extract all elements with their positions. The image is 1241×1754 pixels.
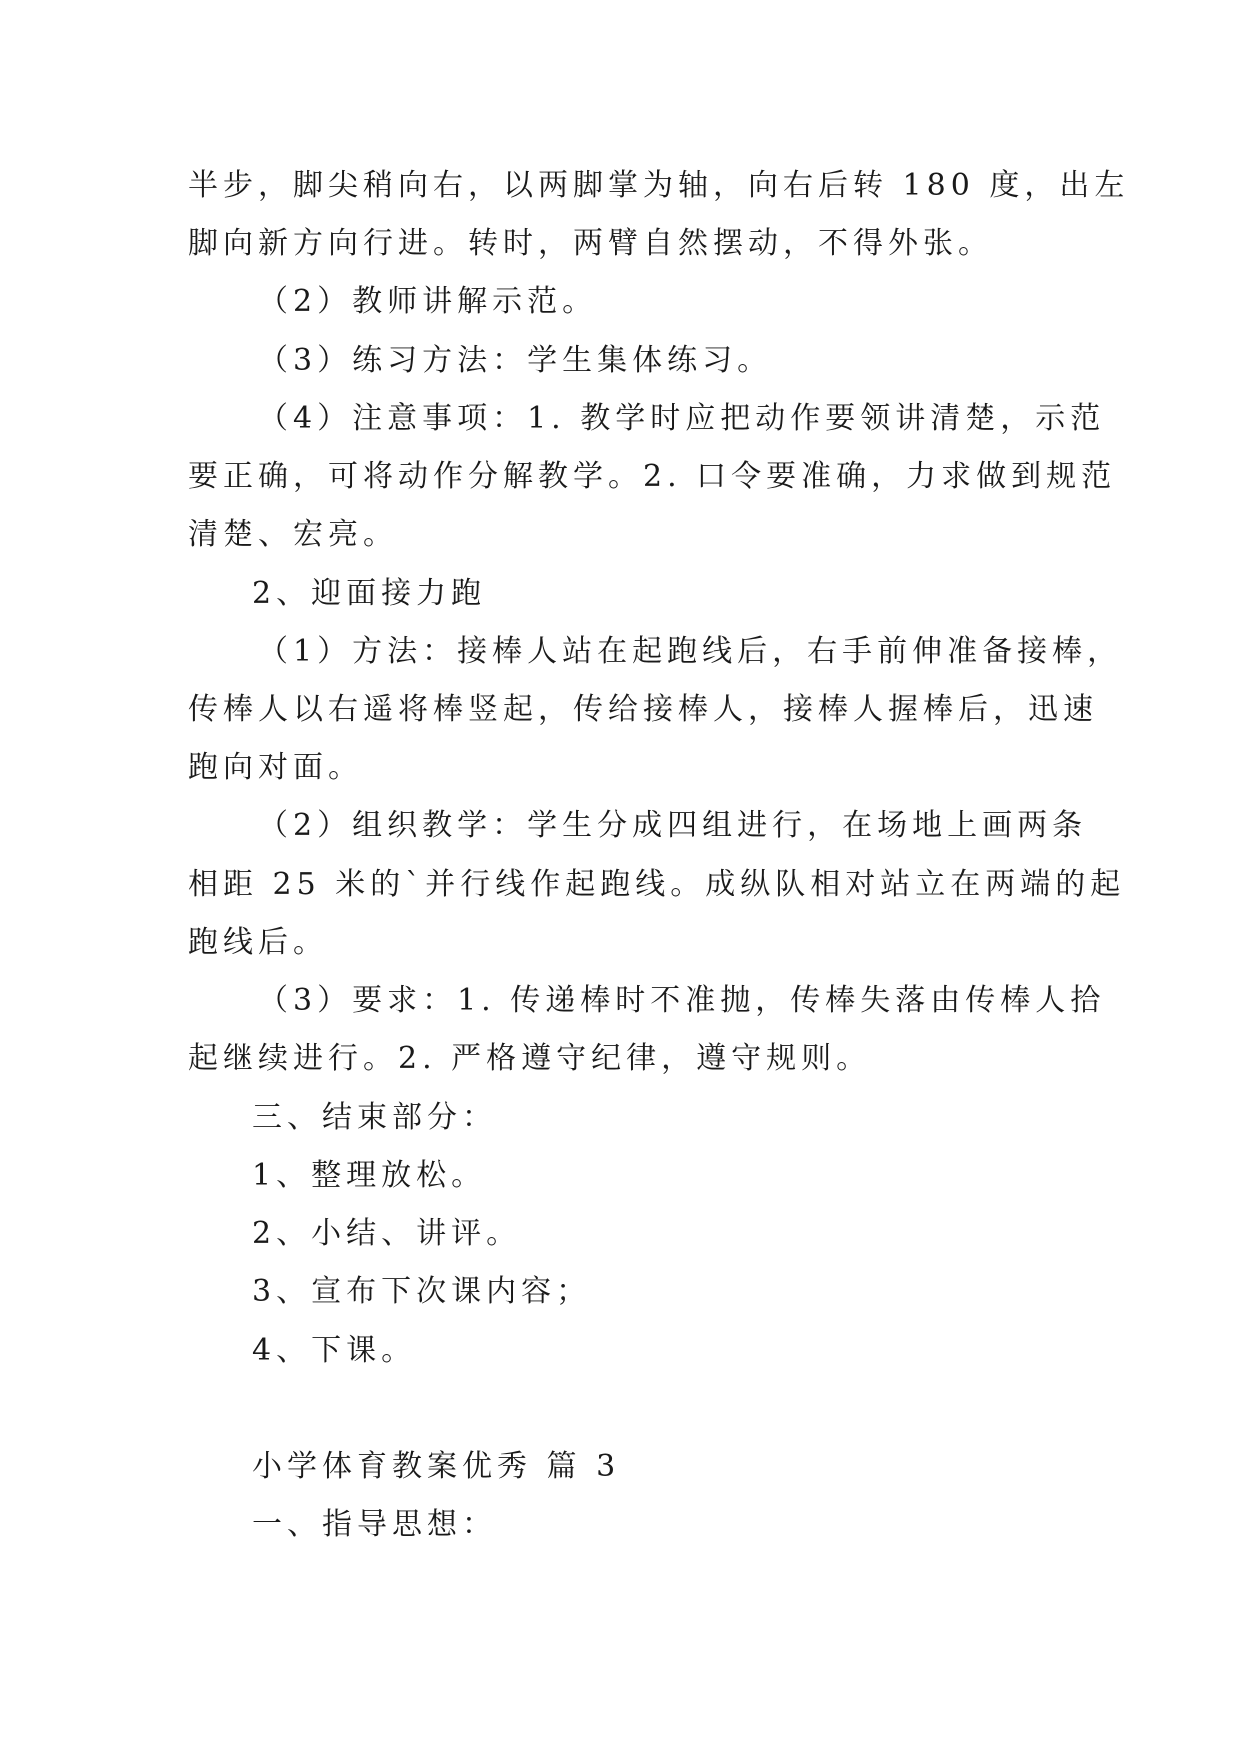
- paragraph-line: 传棒人以右遥将棒竖起，传给接棒人，接棒人握棒后，迅速: [188, 692, 1098, 727]
- paragraph-line: 跑向对面。: [188, 750, 363, 785]
- paragraph-line: 起继续进行。2. 严格遵守纪律，遵守规则。: [188, 1041, 872, 1076]
- list-item: 3、宣布下次课内容；: [252, 1274, 592, 1309]
- list-item: 4、下课。: [252, 1333, 417, 1368]
- paragraph-line: （3）要求：1. 传递棒时不准抛，传棒失落由传棒人拾: [258, 983, 1106, 1018]
- paragraph-line: 脚向新方向行进。转时，两臂自然摆动，不得外张。: [188, 226, 993, 261]
- paragraph-line: 要正确，可将动作分解教学。2. 口令要准确，力求做到规范: [188, 459, 1117, 494]
- paragraph-line: 清楚、宏亮。: [188, 517, 398, 552]
- article-title: 小学体育教案优秀 篇 3: [252, 1449, 621, 1484]
- list-item: 2、小结、讲评。: [252, 1216, 522, 1251]
- paragraph-line: （2）组织教学：学生分成四组进行，在场地上画两条: [258, 808, 1088, 843]
- section-heading: 三、结束部分：: [252, 1100, 497, 1135]
- paragraph-line: 半步，脚尖稍向右，以两脚掌为轴，向右后转 180 度，出左: [188, 168, 1130, 203]
- section-heading: 一、指导思想：: [252, 1507, 497, 1542]
- paragraph-line: （3）练习方法：学生集体练习。: [258, 343, 773, 378]
- paragraph-line: （1）方法：接棒人站在起跑线后，右手前伸准备接棒，: [258, 634, 1123, 669]
- paragraph-line: （2）教师讲解示范。: [258, 284, 598, 319]
- list-item: 1、整理放松。: [252, 1158, 487, 1193]
- paragraph-line: 跑线后。: [188, 925, 328, 960]
- paragraph-line: （4）注意事项：1. 教学时应把动作要领讲清楚，示范: [258, 401, 1106, 436]
- section-heading: 2、迎面接力跑: [252, 576, 487, 611]
- paragraph-line: 相距 25 米的`并行线作起跑线。成纵队相对站立在两端的起: [188, 867, 1126, 902]
